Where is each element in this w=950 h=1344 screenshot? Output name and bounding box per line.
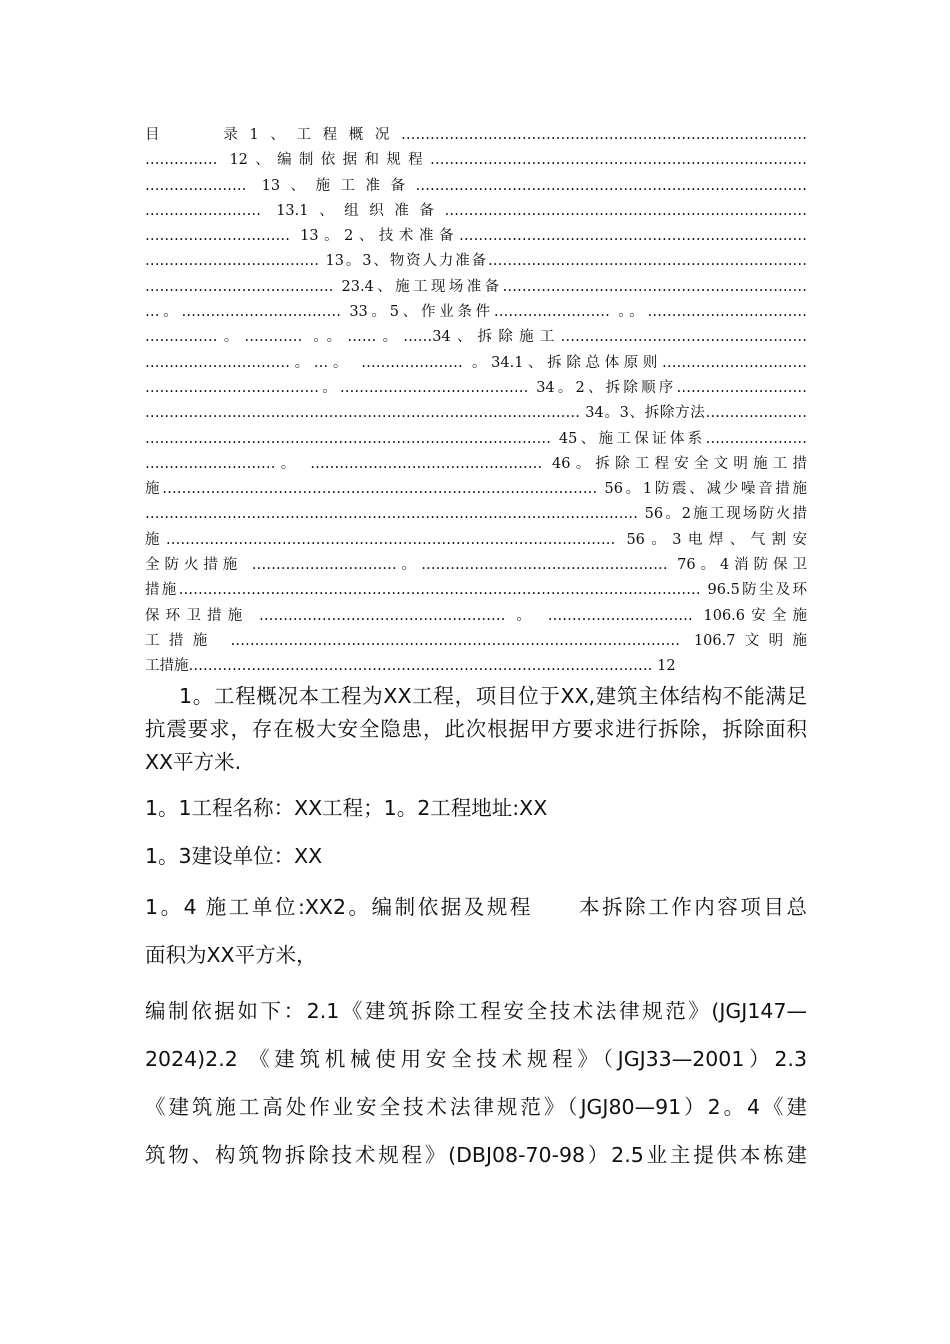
toc-line: ………………… 13、施工准备……………………………………………………………………… (145, 177, 807, 194)
project-overview-paragraph: 1。工程概况本工程为XX工程，项目位于XX,建筑主体结构不能满足抗震要求，存在极大安全隐患，此次根据甲方要求进行拆除，拆除面积XX平方米. (145, 684, 807, 774)
paragraph-line: 1。4 施工单位:XX2。编制依据及规程 本拆除工作内容项目总 (145, 895, 807, 919)
toc-line: ……………………………………………………………………………… 34。3、拆除方法………………… (145, 405, 807, 422)
toc-line: ………………………。 ………………………………………… 46。拆除工程安全文明施工措 (145, 455, 807, 472)
toc-line: …………… 12、编制依据和规程…………………………………………………………………… (145, 152, 807, 169)
toc-line: 目 录1、工程概况………………………………………………………………………… (145, 127, 807, 143)
paragraph-line: 2024)2.2 《建筑机械使用安全技术规程》（JGJ33—2001）2.3 (145, 1047, 807, 1071)
toc-line: ………………………… 13。2、技术准备……………………………………………………………… (145, 228, 807, 245)
paragraph-line: 筑物、构筑物拆除技术规程》(DBJ08-70-98）2.5业主提供本栋建 (145, 1143, 807, 1167)
toc-line: 工措施…………………………………………………………………………………… 12 (145, 658, 676, 675)
toc-line: 施………………………………………………………………………………… 56。3电焊、气割安 (145, 531, 807, 548)
toc-line: 措施……………………………………………………………………………………………… 96.5防尘及环 (145, 582, 807, 599)
toc-line: ………………………………。………………………………… 34。2、拆除顺序……………………… (145, 379, 807, 396)
project-name-address-line: 1。1工程名称：XX工程；1。2工程地址:XX (145, 796, 548, 820)
toc-line: ……………………………… 13。3、物资人力准备………………………………………………………… (145, 253, 807, 270)
document-body (145, 680, 807, 1179)
toc-line: 工措施 ………………………………………………………………………………… 106.7文明施 (145, 632, 807, 649)
toc-line: ………………………………………………………………………………………… 56。2施工现场防火措 (145, 506, 807, 523)
toc-line: …。…………………………… 33。5、作业条件…………………… 。。…………………………… (145, 304, 807, 321)
toc-line: 全防火措施 …………………………。…………………………………………… 76。4消防保卫 (145, 557, 807, 574)
compilation-basis-paragraph (145, 987, 807, 1179)
toc-line: ………………………………… 23.4、施工现场准备……………………………………………………… (145, 278, 807, 295)
paragraph-line: 编制依据如下：2.1《建筑拆除工程安全技术法律规范》(JGJ147— (145, 999, 807, 1023)
toc-line: 保环卫措施 …………………………………………… 。 ………………………… 106.6安全施 (145, 607, 807, 624)
table-of-contents (145, 123, 807, 680)
construction-unit-line: 1。3建设单位：XX (145, 844, 323, 868)
toc-line: …………………………。…。 ………………… 。34.1、拆除总体原则………………………… (145, 354, 807, 371)
contractor-basis-paragraph (145, 883, 807, 979)
paragraph-line: 面积为XX平方米， (145, 943, 317, 967)
toc-line: 施……………………………………………………………………………… 56。1防震、减少噪音措施 (145, 481, 807, 498)
toc-line: ………………………………………………………………………… 45、施工保证体系………………… (145, 430, 807, 447)
paragraph-line: 《建筑施工高处作业安全技术法律规范》（JGJ80—91）2。4《建 (145, 1095, 807, 1119)
toc-line: …………………… 13.1、组织准备………………………………………………………………… (145, 202, 807, 219)
toc-line: ……………。………… 。。……。……34、拆除施工…………………………………………… (145, 329, 807, 346)
